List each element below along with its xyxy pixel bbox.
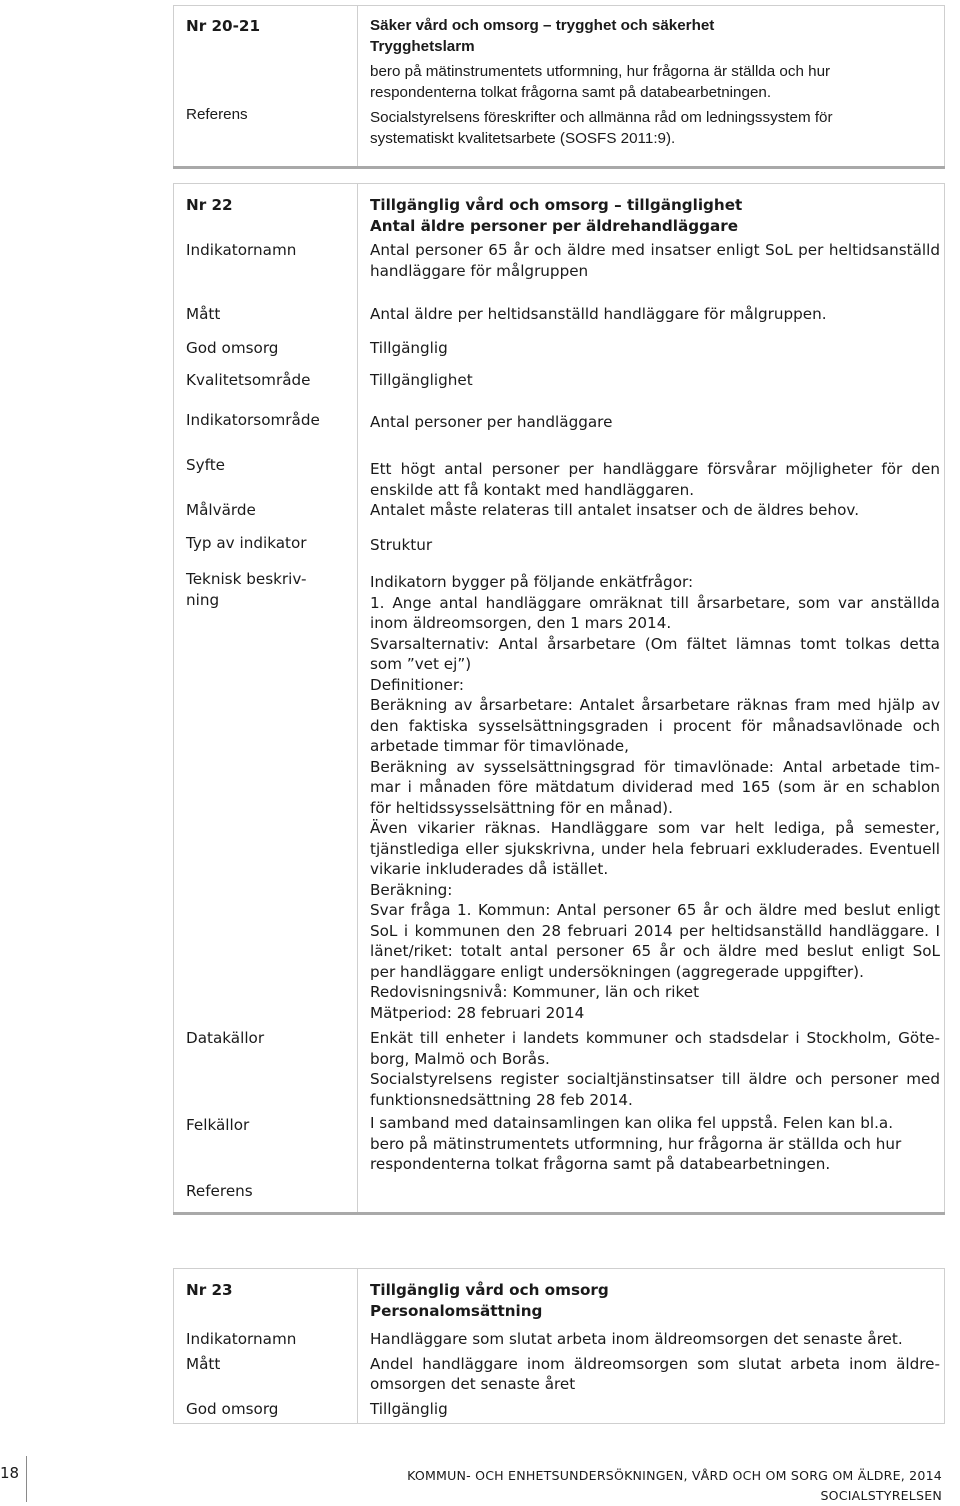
text-line: bero på mätinstrumentets utformning, hur frågorna är ställda och hur [370,1134,902,1153]
label-typ-av-indikator: Typ av indikator [186,533,307,552]
indicator-heading: Tillgänglig vård och omsorg [370,1281,609,1299]
label-god-omsorg: God omsorg [186,1399,279,1418]
text-line: arbetade timmar för timavlönade, [370,737,629,755]
label-felkallor: Felkällor [186,1116,250,1134]
indicator-number: Nr 22 [186,196,233,214]
indicator-number: Nr 23 [186,1281,233,1299]
value-malvarde: Antalet måste relateras till antalet insatser och de äldres behov. [370,501,860,519]
label-indikatornamn: Indikatornamn [186,241,297,259]
footer-publisher: SOCIALSTYRELSEN [820,1488,942,1503]
label-teknisk-beskrivning: ning [186,590,220,609]
text-line: 1. Ange antal handläggare omräknat till årsarbetare, som var anställda [370,593,940,612]
text-line: SoL i kommunen den 28 februari 2014 per heltidsanställd handläggare. I [370,921,940,940]
text-line: mar i månaden före mätdatum dividerad med 165 (som är en schablon [370,778,940,796]
value-god-omsorg: Tillgänglig [370,1399,448,1418]
text-line: den faktiska sysselsättningsgraden i procent för månadsavlönade och [370,716,940,735]
label-datakallor: Datakällor [186,1029,265,1047]
text-line: tjänstlediga eller sjukskrivna, under hela februari exkluderades. Eventuell [370,839,940,858]
indicator-heading: Tillgänglig vård och omsorg – tillgänglighet [370,196,743,214]
indicator-subheading: Antal äldre personer per äldrehandläggare [370,216,739,235]
footer-title [407,1466,942,1506]
label-referens: Referens [186,105,248,123]
text-line: länet/riket: totalt antal personer 65 år och äldre med beslut enligt SoL [370,942,940,960]
text-line: Socialstyrelsens register socialtjänstinsatser till äldre och personer med [370,1070,940,1088]
indicator-table-22 [173,183,945,1215]
text-line: I samband med datainsamlingen kan olika fel uppstå. Felen kan bl.a. [370,1114,894,1132]
indicator-table-20-21 [173,5,945,169]
value-matt: Antal äldre per heltidsanställd handläggare för målgruppen. [370,305,827,323]
value-syfte: enskilde att få kontakt med handläggaren. [370,480,695,499]
label-matt: Mått [186,305,221,323]
value-indikatornamn: Handläggare som slutat arbeta inom äldreomsorgen det senaste året. [370,1330,903,1348]
label-malvarde: Målvärde [186,501,256,519]
value-god-omsorg: Tillgänglig [370,338,448,357]
text-line: Redovisningsnivå: Kommuner, län och riket [370,983,700,1001]
text-line: funktionsnedsättning 28 feb 2014. [370,1090,633,1109]
label-syfte: Syfte [186,456,226,474]
text-line: Definitioner: [370,675,464,694]
text-line: Även vikarier räknas. Handläggare som var helt lediga, på semester, [370,819,940,837]
label-teknisk-beskrivning: Teknisk beskriv- [186,570,307,588]
value-kvalitetsomrade: Tillgänglighet [370,371,473,389]
indicator-subheading: Trygghetslarm [370,37,475,55]
text-line: Beräkning: [370,880,453,899]
indicator-number: Nr 20-21 [186,17,261,35]
indicator-subheading: Personalomsättning [370,1301,543,1320]
value-felkallor [370,1113,940,1175]
value-typ-av-indikator: Struktur [370,535,433,554]
value-indikatornamn: handläggare för målgruppen [370,261,589,280]
label-matt: Mått [186,1354,221,1373]
text-line: för heltidssysselsättning för en månad). [370,798,673,817]
text-line: inom äldreomsorgen, den 1 mars 2014. [370,614,672,632]
felkallor-tail-line: bero på mätinstrumentets utformning, hur frågorna är ställda och hur [370,63,831,80]
label-indikatornamn: Indikatornamn [186,1330,297,1348]
text-line: borg, Malmö och Borås. [370,1049,550,1068]
value-indikatornamn: Antal personer 65 år och äldre med insatser enligt SoL per heltidsanställd [370,241,940,259]
label-indikatorsomrade: Indikatorsområde [186,410,320,429]
text-line: Mätperiod: 28 februari 2014 [370,1003,585,1022]
value-datakallor [370,1028,940,1110]
text-line: Indikatorn bygger på följande enkätfrågor: [370,573,694,591]
referens-line: Socialstyrelsens föreskrifter och allmänna råd om ledningssystem för [370,109,833,126]
footer-report-title: KOMMUN- OCH ENHETSUNDERSÖKNINGEN, VÅRD OCH OM SORG OM ÄLDRE, 2014 [407,1468,942,1483]
text-line: Beräkning av sysselsättningsgrad för timavlönade: Antal arbetade tim- [370,757,940,776]
text-line: som ”vet ej”) [370,655,472,673]
referens-line: systematiskt kvalitetsarbete (SOSFS 2011:9). [370,129,676,147]
felkallor-tail-line: respondenterna tolkat frågorna samt på databearbetningen. [370,83,772,101]
value-matt: Andel handläggare inom äldreomsorgen som slutat arbeta inom äldre- [370,1354,940,1373]
label-kvalitetsomrade: Kvalitetsområde [186,371,311,389]
text-line: per handläggare enligt undersökningen (aggregerade uppgifter). [370,962,864,981]
value-syfte: Ett högt antal personer per handläggare försvårar möjligheter för den [370,460,940,478]
footer-divider [26,1456,27,1502]
value-teknisk-beskrivning [370,572,940,1023]
text-line: Beräkning av årsarbetare: Antalet årsarbetare räknas fram med hjälp av [370,696,940,714]
label-referens: Referens [186,1181,253,1200]
indicator-table-23 [173,1268,945,1424]
page-number: 18 [0,1464,20,1482]
text-line: Enkät till enheter i landets kommuner och stadsdelar i Stockholm, Göte- [370,1029,940,1047]
label-god-omsorg: God omsorg [186,338,279,357]
text-line: respondenterna tolkat frågorna samt på databearbetningen. [370,1155,831,1173]
indicator-heading: Säker vård och omsorg – trygghet och säkerhet [370,17,715,34]
text-line: vikarie inkluderades då istället. [370,860,609,878]
text-line: Svarsalternativ: Antal årsarbetare (Om fältet lämnas tomt tolkas detta [370,634,940,653]
text-line: Svar fråga 1. Kommun: Antal personer 65 år och äldre med beslut enligt [370,901,940,919]
value-indikatorsomrade: Antal personer per handläggare [370,412,613,431]
value-matt: omsorgen det senaste året [370,1375,576,1393]
